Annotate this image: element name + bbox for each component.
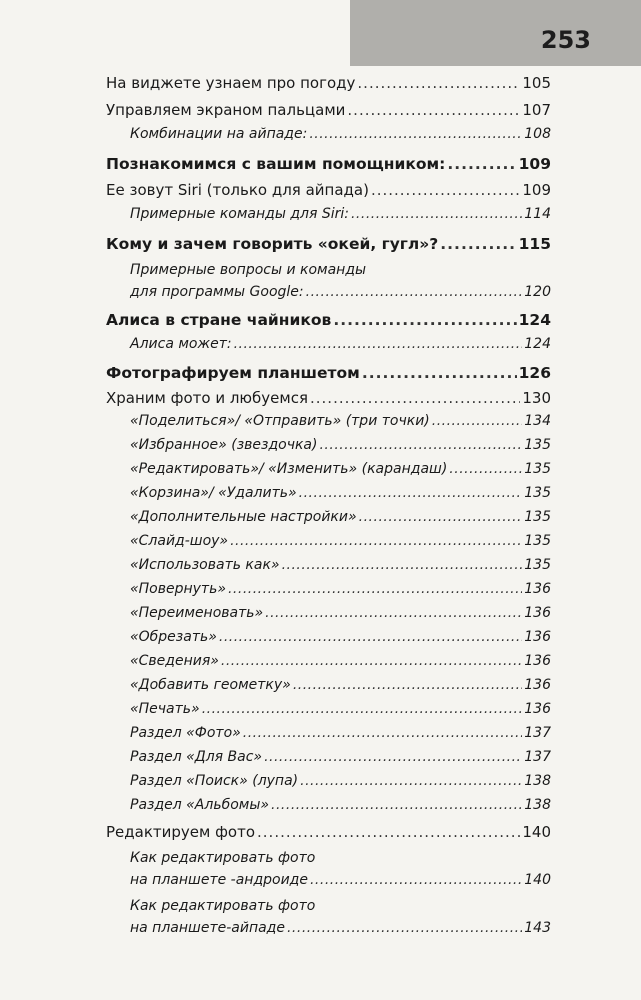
toc-entry-page: 135 xyxy=(524,509,551,525)
toc-entry-page: 108 xyxy=(524,126,551,142)
toc-entry-title: Алиса в стране чайников xyxy=(106,311,332,329)
toc-leader xyxy=(243,725,522,741)
toc-entry xyxy=(106,389,551,411)
toc-entry xyxy=(130,126,551,148)
toc-leader xyxy=(306,284,523,300)
toc-entry-page: 138 xyxy=(524,773,551,789)
toc-entry-title: Раздел «Фото» xyxy=(130,725,241,741)
toc-entry-page: 137 xyxy=(524,749,551,765)
toc-leader xyxy=(221,653,522,669)
toc-leader xyxy=(432,413,523,429)
toc-entry xyxy=(130,557,551,579)
toc-leader xyxy=(351,206,522,222)
toc-entry-page: 135 xyxy=(524,437,551,453)
toc-entry xyxy=(106,74,551,96)
page-number: 253 xyxy=(540,26,591,54)
toc-entry-page: 120 xyxy=(524,284,551,300)
toc-entry-page: 136 xyxy=(524,677,551,693)
toc-entry xyxy=(130,336,551,358)
toc-entry xyxy=(130,206,551,228)
page-number-box xyxy=(350,0,641,66)
toc-entry-page: 126 xyxy=(518,364,551,382)
toc-entry xyxy=(106,155,551,177)
toc-entry-title: Алиса может: xyxy=(130,336,232,352)
toc-entry-page: 115 xyxy=(518,235,551,253)
toc-entry-title: «Переименовать» xyxy=(130,605,264,621)
toc-leader xyxy=(228,581,522,597)
toc-entry-page: 109 xyxy=(518,155,551,173)
toc-entry-title: «Поделиться»/ «Отправить» (три точки) xyxy=(130,413,430,429)
toc-entry-title: «Печать» xyxy=(130,701,200,717)
toc-entry-title: «Корзина»/ «Удалить» xyxy=(130,485,297,501)
toc-entry-title: Кому и зачем говорить «окей, гугл»? xyxy=(106,235,439,253)
toc-entry xyxy=(130,773,551,795)
toc-entry-page: 124 xyxy=(518,311,551,329)
toc-leader xyxy=(440,235,516,253)
toc-leader xyxy=(447,155,516,173)
toc-entry-page: 105 xyxy=(522,74,551,92)
toc-entry-page: 135 xyxy=(524,485,551,501)
toc-entry-page: 137 xyxy=(524,725,551,741)
toc-entry-title: «Редактировать»/ «Изменить» (карандаш) xyxy=(130,461,448,477)
toc-entry xyxy=(130,872,551,894)
toc-entry-page: 143 xyxy=(524,920,551,936)
toc-leader xyxy=(347,101,520,119)
toc-leader xyxy=(287,920,522,936)
toc-leader xyxy=(333,311,516,329)
toc-entry xyxy=(130,629,551,651)
toc-entry xyxy=(106,311,551,333)
toc-entry xyxy=(130,605,551,627)
toc-entry-page: 109 xyxy=(522,181,551,199)
toc-leader xyxy=(265,605,522,621)
toc-entry xyxy=(130,413,551,435)
toc-entry-title: Раздел «Для Вас» xyxy=(130,749,263,765)
toc-entry-page: 140 xyxy=(524,872,551,888)
toc-entry-page: 135 xyxy=(524,557,551,573)
toc-entry-title: для программы Google: xyxy=(130,284,304,300)
toc-entry xyxy=(130,509,551,531)
toc-leader xyxy=(234,336,523,352)
toc-leader xyxy=(362,364,517,382)
toc-entry xyxy=(106,101,551,123)
toc-entry-title: Управляем экраном пальцами xyxy=(106,101,346,119)
toc-leader xyxy=(264,749,522,765)
toc-entry-page: 114 xyxy=(524,206,551,222)
toc-entry xyxy=(130,701,551,723)
toc-entry-title-line1: Примерные вопросы и команды xyxy=(130,262,367,278)
toc-entry-title-line1: Как редактировать фото xyxy=(130,898,316,914)
toc-entry xyxy=(106,235,551,257)
toc-entry xyxy=(130,533,551,555)
toc-leader xyxy=(293,677,522,693)
toc-entry xyxy=(130,284,551,306)
toc-entry-page: 135 xyxy=(524,461,551,477)
toc-entry-title: Редактируем фото xyxy=(106,823,256,841)
toc-leader xyxy=(300,773,522,789)
toc-entry-title: «Использовать как» xyxy=(130,557,280,573)
toc-entry-page: 140 xyxy=(522,823,551,841)
toc-entry-page: 134 xyxy=(524,413,551,429)
toc-entry-page: 135 xyxy=(524,533,551,549)
toc-entry-title: «Избранное» (звездочка) xyxy=(130,437,318,453)
toc-entry-page: 138 xyxy=(524,797,551,813)
toc-entry-title: на планшете-айпаде xyxy=(130,920,285,936)
toc-entry-title: Примерные команды для Siri: xyxy=(130,206,349,222)
toc-leader xyxy=(359,509,523,525)
toc-entry-page: 136 xyxy=(524,629,551,645)
toc-entry xyxy=(130,677,551,699)
toc-entry-title: «Добавить геометку» xyxy=(130,677,291,693)
toc-leader xyxy=(309,126,522,142)
toc-entry xyxy=(130,797,551,819)
toc-entry-page: 136 xyxy=(524,605,551,621)
toc-entry-title: «Обрезать» xyxy=(130,629,217,645)
toc-entry xyxy=(130,749,551,771)
toc-entry-page: 107 xyxy=(522,101,551,119)
toc-entry-page: 136 xyxy=(524,653,551,669)
toc-entry-title: «Дополнительные настройки» xyxy=(130,509,357,525)
toc-leader xyxy=(271,797,522,813)
toc-entry xyxy=(106,181,551,203)
toc-entry-page: 124 xyxy=(524,336,551,352)
toc-entry-title: Фотографируем планшетом xyxy=(106,364,360,382)
toc-entry-title: Познакомимся с вашим помощником: xyxy=(106,155,446,173)
toc-leader xyxy=(310,872,522,888)
toc-entry-title: На виджете узнаем про погоду xyxy=(106,74,356,92)
toc-entry xyxy=(130,653,551,675)
toc-entry xyxy=(130,581,551,603)
toc-entry-title: «Повернуть» xyxy=(130,581,226,597)
toc-entry xyxy=(130,920,551,942)
toc-leader xyxy=(282,557,523,573)
toc-entry-title-line1: Как редактировать фото xyxy=(130,850,316,866)
toc-leader xyxy=(230,533,522,549)
toc-entry-title: Ее зовут Siri (только для айпада) xyxy=(106,181,369,199)
toc-entry-page: 136 xyxy=(524,581,551,597)
toc-entry xyxy=(106,364,551,386)
toc-entry-title: «Слайд-шоу» xyxy=(130,533,229,549)
toc-leader xyxy=(257,823,520,841)
toc-entry xyxy=(106,823,551,845)
toc-leader xyxy=(371,181,520,199)
toc-entry-title: «Сведения» xyxy=(130,653,219,669)
toc-leader xyxy=(449,461,522,477)
toc-entry xyxy=(130,485,551,507)
toc-entry-page: 136 xyxy=(524,701,551,717)
toc-leader xyxy=(299,485,523,501)
toc-leader xyxy=(310,389,520,407)
toc-leader xyxy=(357,74,520,92)
toc-entry-title: Храним фото и любуемся xyxy=(106,389,308,407)
toc-entry-title: Комбинации на айпаде: xyxy=(130,126,308,142)
toc-leader xyxy=(319,437,522,453)
toc-entry-title: Раздел «Поиск» (лупа) xyxy=(130,773,299,789)
toc-leader xyxy=(202,701,523,717)
toc-entry xyxy=(130,725,551,747)
toc-entry-title: Раздел «Альбомы» xyxy=(130,797,270,813)
toc-entry xyxy=(130,461,551,483)
toc-entry-page: 130 xyxy=(522,389,551,407)
toc-leader xyxy=(219,629,522,645)
toc-entry xyxy=(130,437,551,459)
toc-entry-title: на планшете -андроиде xyxy=(130,872,308,888)
